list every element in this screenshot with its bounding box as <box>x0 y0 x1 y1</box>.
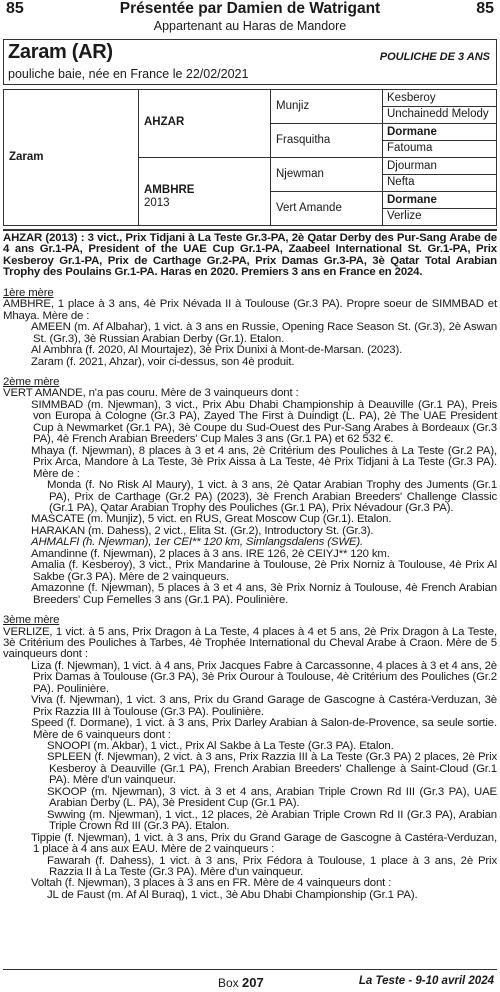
pedigree-sire-dam: Frasquitha <box>276 134 331 146</box>
pedigree-ssd: Unchainedd Melody <box>387 108 489 120</box>
pedigree-sire-sire: Munjiz <box>276 100 310 112</box>
produce-entry: Amalia (f. Kesberoy), 3 vict., Prix Mandarine à Toulouse, 2è Prix Norniz à Toulouse, 4è Prix Al Sakbe (Gr.3 PA). Mère de 2 vainqueurs. <box>31 559 497 583</box>
produce-entry: Zaram (f. 2021, Ahzar), voir ci-dessus, son 4è produit. <box>31 355 295 368</box>
owner-subtitle: Appartenant au Haras de Mandore <box>153 19 347 33</box>
box-label: Box <box>218 976 239 990</box>
produce-entry: SIMMBAD (m. Njewman), 3 vict., Prix Abu Dhabi Championship à Deauville (Gr.1 PA), Preis von Europa à Cologne (Gr.3 PA), Zayed The First à Duindigt (L. PA), 2è The UAE President Cup à Newmarket (Gr.1 PA), 3è Coupe du Sud-Ouest des Pur-Sang Arabes à Bordeaux (Gr.3 PA), 4è French Arabian Breeders' Cup Males 3 ans (Gr.1 PA) et 62 532 €. <box>31 398 497 446</box>
horse-name: Zaram (AR) <box>8 41 113 63</box>
produce-entry: Amandinne (f. Njewman), 2 places à 3 ans. IRE 126, 2è CEIYJ** 120 km. <box>31 547 390 560</box>
pedigree-sdd: Fatouma <box>387 142 433 154</box>
pedigree-dam-dam: Vert Amande <box>276 202 342 214</box>
produce-entry: Amazonne (f. Njewman), 5 places à 3 et 4 ans, 3è Prix Norniz à Toulouse, 4è French Arabian Breeders' Cup Femelles 3 ans (Gr.1 PA). Poulinière. <box>31 582 497 606</box>
horse-category: POULICHE DE 3 ANS <box>379 51 490 63</box>
pedigree-dam-year: 2013 <box>144 197 170 209</box>
produce-entry: Liza (f. Njewman), 1 vict. à 4 ans, Prix Jacques Fabre à Carcassonne, 4 places à 3 et 4 ans, 2è Prix Damas à Toulouse (Gr.3 PA), 3è Prix Ourour à Toulouse, 4è Critérium des Pouliches (Gr.2 PA). Poulinière. <box>31 659 497 695</box>
pedigree-dam-sire: Njewman <box>276 168 324 180</box>
pedigree-dds: Dormane <box>387 194 437 206</box>
pedigree-subject: Zaram <box>9 151 44 163</box>
sale-info: La Teste - 9-10 avril 2024 <box>358 975 494 987</box>
first-dam-title: 1ère mère <box>3 286 54 299</box>
footer-divider <box>3 969 497 970</box>
first-dam-entry: AMBHRE, 1 place à 3 ans, 4è Prix Névada II à Toulouse (Gr.3 PA). Propre soeur de SIMMBAD et Mhaya. Mère de : <box>3 298 497 322</box>
pedigree-ddd: Verlize <box>387 210 422 222</box>
produce-entry: Monda (f. No Risk Al Maury), 1 vict. à 3 ans, 2è Qatar Arabian Trophy des Juments (Gr.1 PA), Prix de Carthage (Gr.2 PA) (2023), 3è French Arabian Breeders' Challenge Classic (Gr.1 PA), Qatar Arabian Trophy des Pouliches (Gr.1 PA), Prix Névadour (Gr.3 PA). <box>47 479 497 514</box>
produce-entry: Speed (f. Dormane), 1 vict. à 3 ans, Prix Darley Arabian à Salon-de-Provence, sa seule sortie. Mère de 6 vainqueurs dont : <box>31 717 497 741</box>
produce-entry: Al Ambhra (f. 2020, Al Mourtajez), 3è Prix Dunixi à Mont-de-Marsan. (2023). <box>31 344 403 357</box>
second-dam-title: 2ème mère <box>3 375 60 388</box>
pedigree-sds: Dormane <box>387 126 437 138</box>
second-dam-entry: VERT AMANDE, n'a pas couru. Mère de 3 vainqueurs dont : <box>3 387 299 400</box>
pedigree-sss: Kesberoy <box>387 92 436 104</box>
produce-entry: Fawarah (f. Dahess), 1 vict. à 3 ans, Prix Fédora à Toulouse, 1 place à 3 ans, 2è Prix Razzia II à La Teste (Gr.3 PA). Mère d'un vainqueur. <box>47 854 497 879</box>
produce-entry: SKOOP (m. Njewman), 3 vict. à 3 et 4 ans, Arabian Triple Crown Rd III (Gr.3 PA), UAE Arabian Derby (L. PA), 3è President Cup (Gr.1 PA). <box>47 785 497 810</box>
produce-entry: SPLEEN (f. Njewman), 2 vict. à 3 ans, Prix Razzia III à La Teste (Gr.3 PA) 2 places, 2è Prix Kesberoy à Deauville (Gr.1 PA), French Arabian Breeders' Challenge à Saint-Cloud (Gr.1 PA). Mère d'un vainqueur. <box>47 751 497 787</box>
produce-entry: Mhaya (f. Njewman), 8 places à 3 et 4 ans, 2è Critérium des Pouliches à La Teste (Gr.2 PA), Prix Arca, Mandore à La Teste, 3è Prix Aissa à La Teste, 4è Prix Tidjani à La Teste (Gr.3 PA). Mère de : <box>31 444 497 480</box>
box-number: 207 <box>242 975 264 990</box>
pedigree-table <box>3 89 497 226</box>
produce-entry: HARAKAN (m. Dahess), 2 vict., Elita St. (Gr.2), Introductory St. (Gr.3). <box>31 524 374 537</box>
third-dam-title: 3ème mère <box>3 614 60 627</box>
produce-entry: SNOOPI (m. Akbar), 1 vict., Prix Al Sakbe à La Teste (Gr.3 PA). Etalon. <box>47 740 394 753</box>
pedigree-sire: AHZAR <box>144 116 185 128</box>
produce-entry: Viva (f. Njewman), 1 vict. 3 ans, Prix du Grand Garage de Gascogne à Castéra-Verduzan, 3è Prix Razzia III à Toulouse (Gr.3 PA). Poulinière. <box>31 694 497 718</box>
produce-entry: AHMALFI (h. Njewman), 1er CEI** 120 km, Simlangsdalens (SWE). <box>31 536 364 549</box>
third-dam-entry: VERLIZE, 1 vict. à 5 ans, Prix Dragon à La Teste, 4 places à 4 et 5 ans, 2è Prix Dragon à La Teste, 3è Critérium des Pouliches à Tarbes, 4è Trophée International du Cheval Arabe à Craon. Mère de 5 vainqueurs dont : <box>3 625 497 661</box>
produce-entry: Swwing (m. Njewman), 1 vict., 12 places, 2è Arabian Triple Crown Rd II (Gr.3 PA), Arabian Triple Crown Rd III (Gr.3 PA). Etalon. <box>47 808 497 833</box>
pedigree-dss: Djourman <box>387 160 437 172</box>
pedigree-dsd: Nefta <box>387 176 415 188</box>
box-info <box>218 975 264 990</box>
pedigree-dam: AMBHRE <box>144 184 195 196</box>
produce-entry: Tippie (f. Njewman), 1 vict. à 3 ans, Prix du Grand Garage de Gascogne à Castéra-Verduzan, 1 place à 4 ans aux EAU. Mère de 2 vainqueurs : <box>31 831 497 856</box>
produce-entry: MASCATE (m. Munjiz), 5 vict. en RUS, Great Moscow Cup (Gr.1). Etalon. <box>31 513 392 526</box>
horse-description: pouliche baie, née en France le 22/02/2021 <box>8 67 249 81</box>
catalogue-body <box>3 233 497 901</box>
lot-number-right: 85 <box>476 0 494 17</box>
consignor-title: Présentée par Damien de Watrigant <box>119 0 381 17</box>
lot-number-left: 85 <box>6 0 24 17</box>
horse-identity-box <box>3 39 497 85</box>
divider <box>3 229 497 231</box>
produce-entry: Voltah (f. Njewman), 3 places à 3 ans en FR. Mère de 4 vainqueurs dont : <box>31 877 392 890</box>
page-header <box>0 0 500 40</box>
produce-entry: AMEEN (m. Af Albahar), 1 vict. à 3 ans en Russie, Opening Race Season St. (Gr.3), 2è Aswan St. (Gr.3), 3è Russian Arabian Derby (Gr.1). Etalon. <box>31 321 497 345</box>
sire-info: AHZAR (2013) : 3 vict., Prix Tidjani à La Teste Gr.3-PA, 2è Qatar Derby des Pur-Sang Arabe de 4 ans Gr.1-PA, President of the UAE Cup Gr.1-PA, Zaabeel International St. Gr.1-PA, Prix Kesberoy Gr.1-PA, Prix de Carthage Gr.2-PA, Prix Damas Gr.3-PA, 3è Qatar Total Arabian Trophy des Poulains Gr.1-PA. Haras en 2020. Premiers 3 ans en France en 2024. <box>3 232 497 279</box>
produce-entry: JL de Faust (m. Af Al Buraq), 1 vict., 3è Abu Dhabi Championship (Gr.1 PA). <box>47 888 418 901</box>
